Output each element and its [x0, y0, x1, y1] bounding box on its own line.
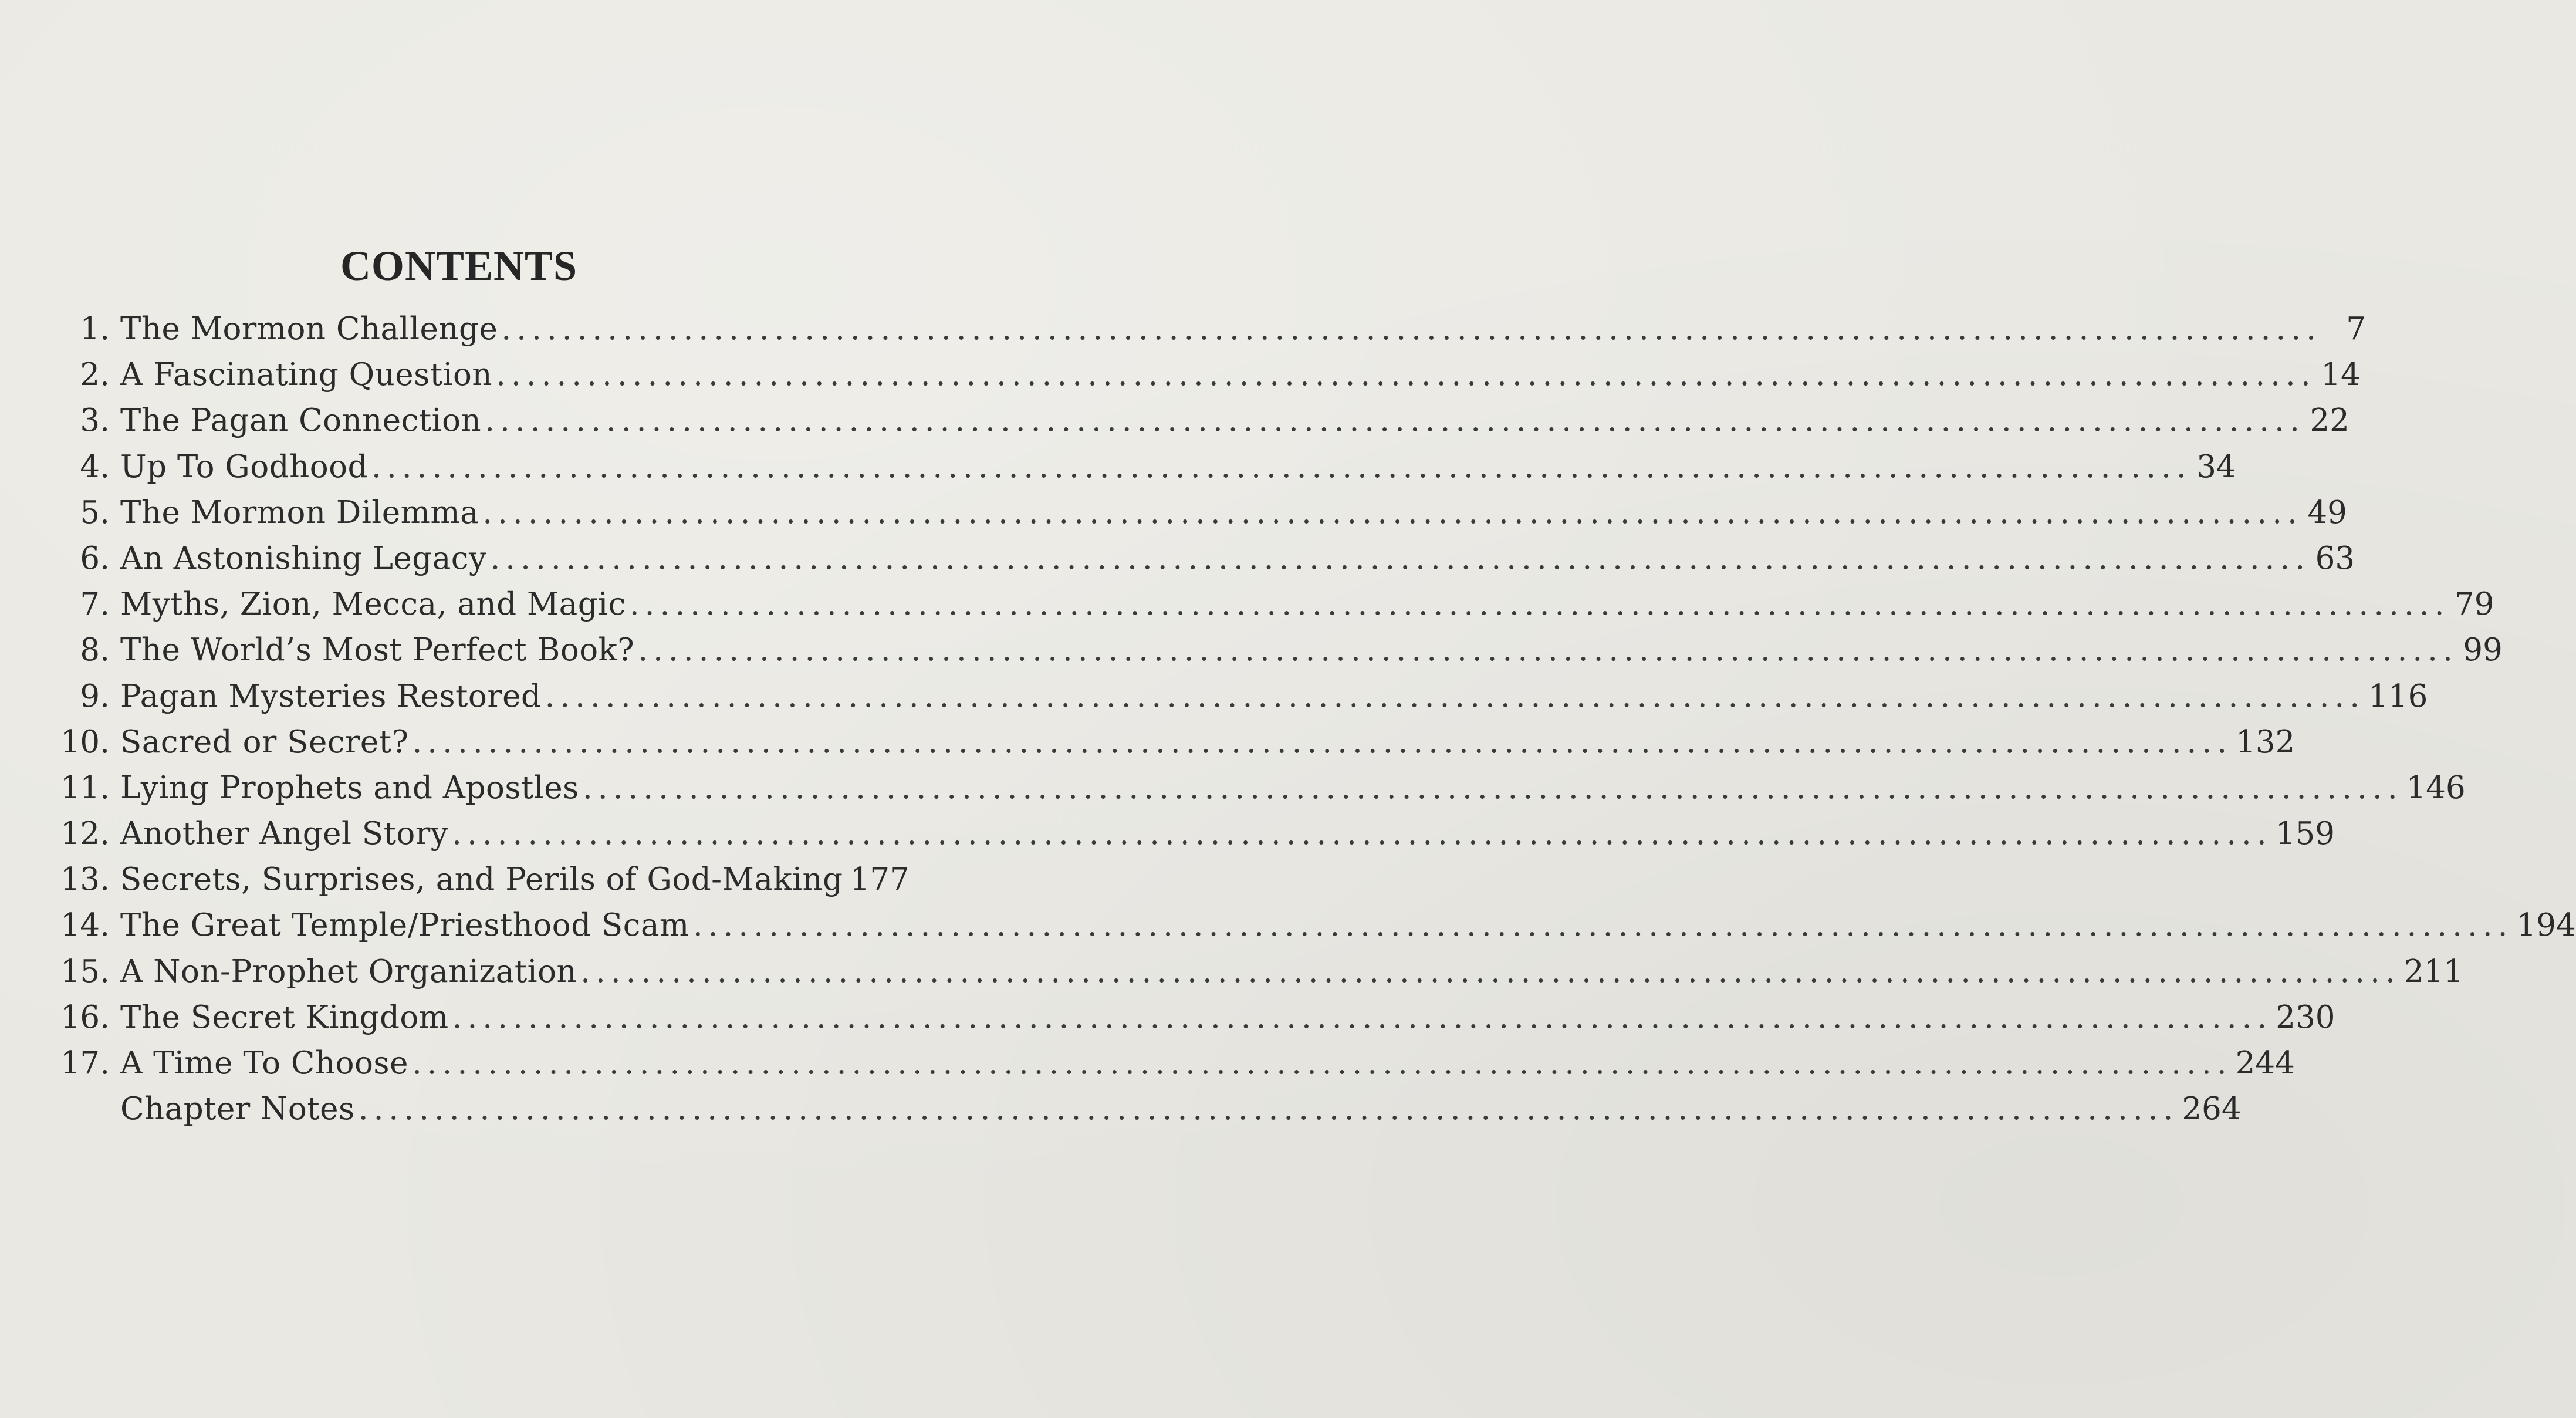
chapter-number: 6. — [80, 540, 110, 576]
toc-entry — [53, 995, 2335, 1041]
chapter-title: Another Angel Story — [120, 816, 449, 852]
toc-entry — [53, 1041, 2295, 1086]
toc-entry — [53, 536, 2355, 582]
table-of-contents — [53, 306, 2576, 1132]
page-number: 132 — [2236, 724, 2296, 760]
chapter-number: 12. — [60, 816, 110, 852]
toc-entry — [53, 627, 2503, 673]
chapter-title: A Fascinating Question — [120, 357, 493, 393]
chapter-title: A Non-Prophet Organization — [120, 953, 577, 990]
dot-leader: ........................................................................................................................ — [452, 999, 2273, 1035]
chapter-title: Chapter Notes — [120, 1091, 355, 1127]
dot-leader: ........................................................................................................................ — [412, 724, 2233, 760]
chapter-title: The Mormon Challenge — [120, 311, 498, 347]
dot-leader: ........................................................................................................................ — [411, 1045, 2232, 1081]
chapter-number: 16. — [60, 999, 110, 1035]
chapter-title: A Time To Choose — [120, 1045, 408, 1081]
dot-leader: ........................................................................................................................ — [482, 494, 2303, 531]
chapter-title: Myths, Zion, Mecca, and Magic — [120, 586, 626, 623]
dot-leader: ........................................................................................................................ — [501, 311, 2322, 347]
chapter-title: Pagan Mysteries Restored — [120, 678, 542, 714]
toc-entry — [53, 582, 2494, 627]
page-number: 230 — [2276, 999, 2335, 1035]
page-number: 116 — [2368, 678, 2428, 714]
toc-entry — [53, 444, 2236, 490]
page-title: CONTENTS — [340, 242, 578, 289]
chapter-number: 5. — [80, 494, 110, 531]
chapter-title: The Secret Kingdom — [120, 999, 449, 1035]
page-number: 159 — [2275, 816, 2335, 852]
chapter-number: 13. — [60, 862, 110, 898]
chapter-title: Secrets, Surprises, and Perils of God-Making — [120, 862, 843, 898]
dot-leader: ........................................................................................................................ — [545, 678, 2365, 714]
chapter-number: 17. — [60, 1045, 110, 1081]
dot-leader: ........................................................................................................................ — [580, 953, 2401, 990]
toc-entry — [53, 765, 2466, 811]
chapter-title: An Astonishing Legacy — [120, 540, 487, 576]
dot-leader: ........................................................................................................................ — [358, 1091, 2179, 1127]
page-number: 7 — [2346, 311, 2367, 347]
chapter-number: 11. — [60, 769, 110, 806]
page-number: 244 — [2235, 1045, 2295, 1081]
dot-leader: ........................................................................................................................ — [582, 769, 2403, 806]
page-number: 211 — [2403, 953, 2463, 990]
toc-entry — [53, 490, 2347, 536]
toc-entry — [53, 720, 2296, 765]
chapter-number: 7. — [80, 586, 110, 623]
chapter-title: Up To Godhood — [120, 448, 368, 485]
chapter-number: 4. — [80, 448, 110, 485]
dot-leader: ........................................................................................................................ — [485, 403, 2305, 439]
chapter-number: 8. — [80, 632, 110, 669]
page-number: 177 — [850, 862, 910, 898]
chapter-title: The World’s Most Perfect Book? — [120, 632, 635, 669]
toc-entry — [53, 811, 2335, 857]
dot-leader: ........................................................................................................................ — [496, 357, 2316, 393]
dot-leader: ........................................................................................................................ — [490, 540, 2311, 576]
toc-entry — [53, 857, 910, 903]
toc-entry — [53, 306, 2367, 352]
page-number: 63 — [2315, 540, 2355, 576]
chapter-title: The Great Temple/Priesthood Scam — [120, 907, 689, 944]
chapter-title: Lying Prophets and Apostles — [120, 769, 579, 806]
page-number: 146 — [2406, 769, 2466, 806]
chapter-number: 10. — [60, 724, 110, 760]
dot-leader: ........................................................................................................................ — [371, 448, 2192, 485]
dot-leader: ........................................................................................................................ — [638, 632, 2458, 669]
page-number: 34 — [2196, 448, 2236, 485]
chapter-title: Sacred or Secret? — [120, 724, 409, 760]
toc-entry — [53, 352, 2361, 398]
chapter-number: 2. — [80, 357, 110, 393]
chapter-title: The Pagan Connection — [120, 403, 482, 439]
dot-leader: ........................................................................................................................ — [692, 907, 2513, 944]
toc-entry — [53, 903, 2576, 948]
chapter-number: 1. — [80, 311, 110, 347]
chapter-number: 9. — [80, 678, 110, 714]
chapter-number: 14. — [60, 907, 110, 944]
toc-entry — [53, 674, 2428, 720]
toc-entry — [53, 398, 2349, 444]
toc-entry — [53, 949, 2463, 995]
page-number: 264 — [2182, 1091, 2242, 1127]
chapter-number: 3. — [80, 403, 110, 439]
page-number: 194 — [2516, 907, 2576, 944]
page-number: 22 — [2310, 403, 2349, 439]
page-number: 79 — [2455, 586, 2494, 623]
dot-leader: ........................................................................................................................ — [452, 816, 2272, 852]
dot-leader: ........................................................................................................................ — [629, 586, 2450, 623]
page-number: 14 — [2321, 357, 2361, 393]
page-number: 49 — [2307, 494, 2347, 531]
page-number: 99 — [2463, 632, 2503, 669]
toc-entry — [53, 1086, 2242, 1132]
chapter-title: The Mormon Dilemma — [120, 494, 479, 531]
chapter-number: 15. — [60, 953, 110, 990]
